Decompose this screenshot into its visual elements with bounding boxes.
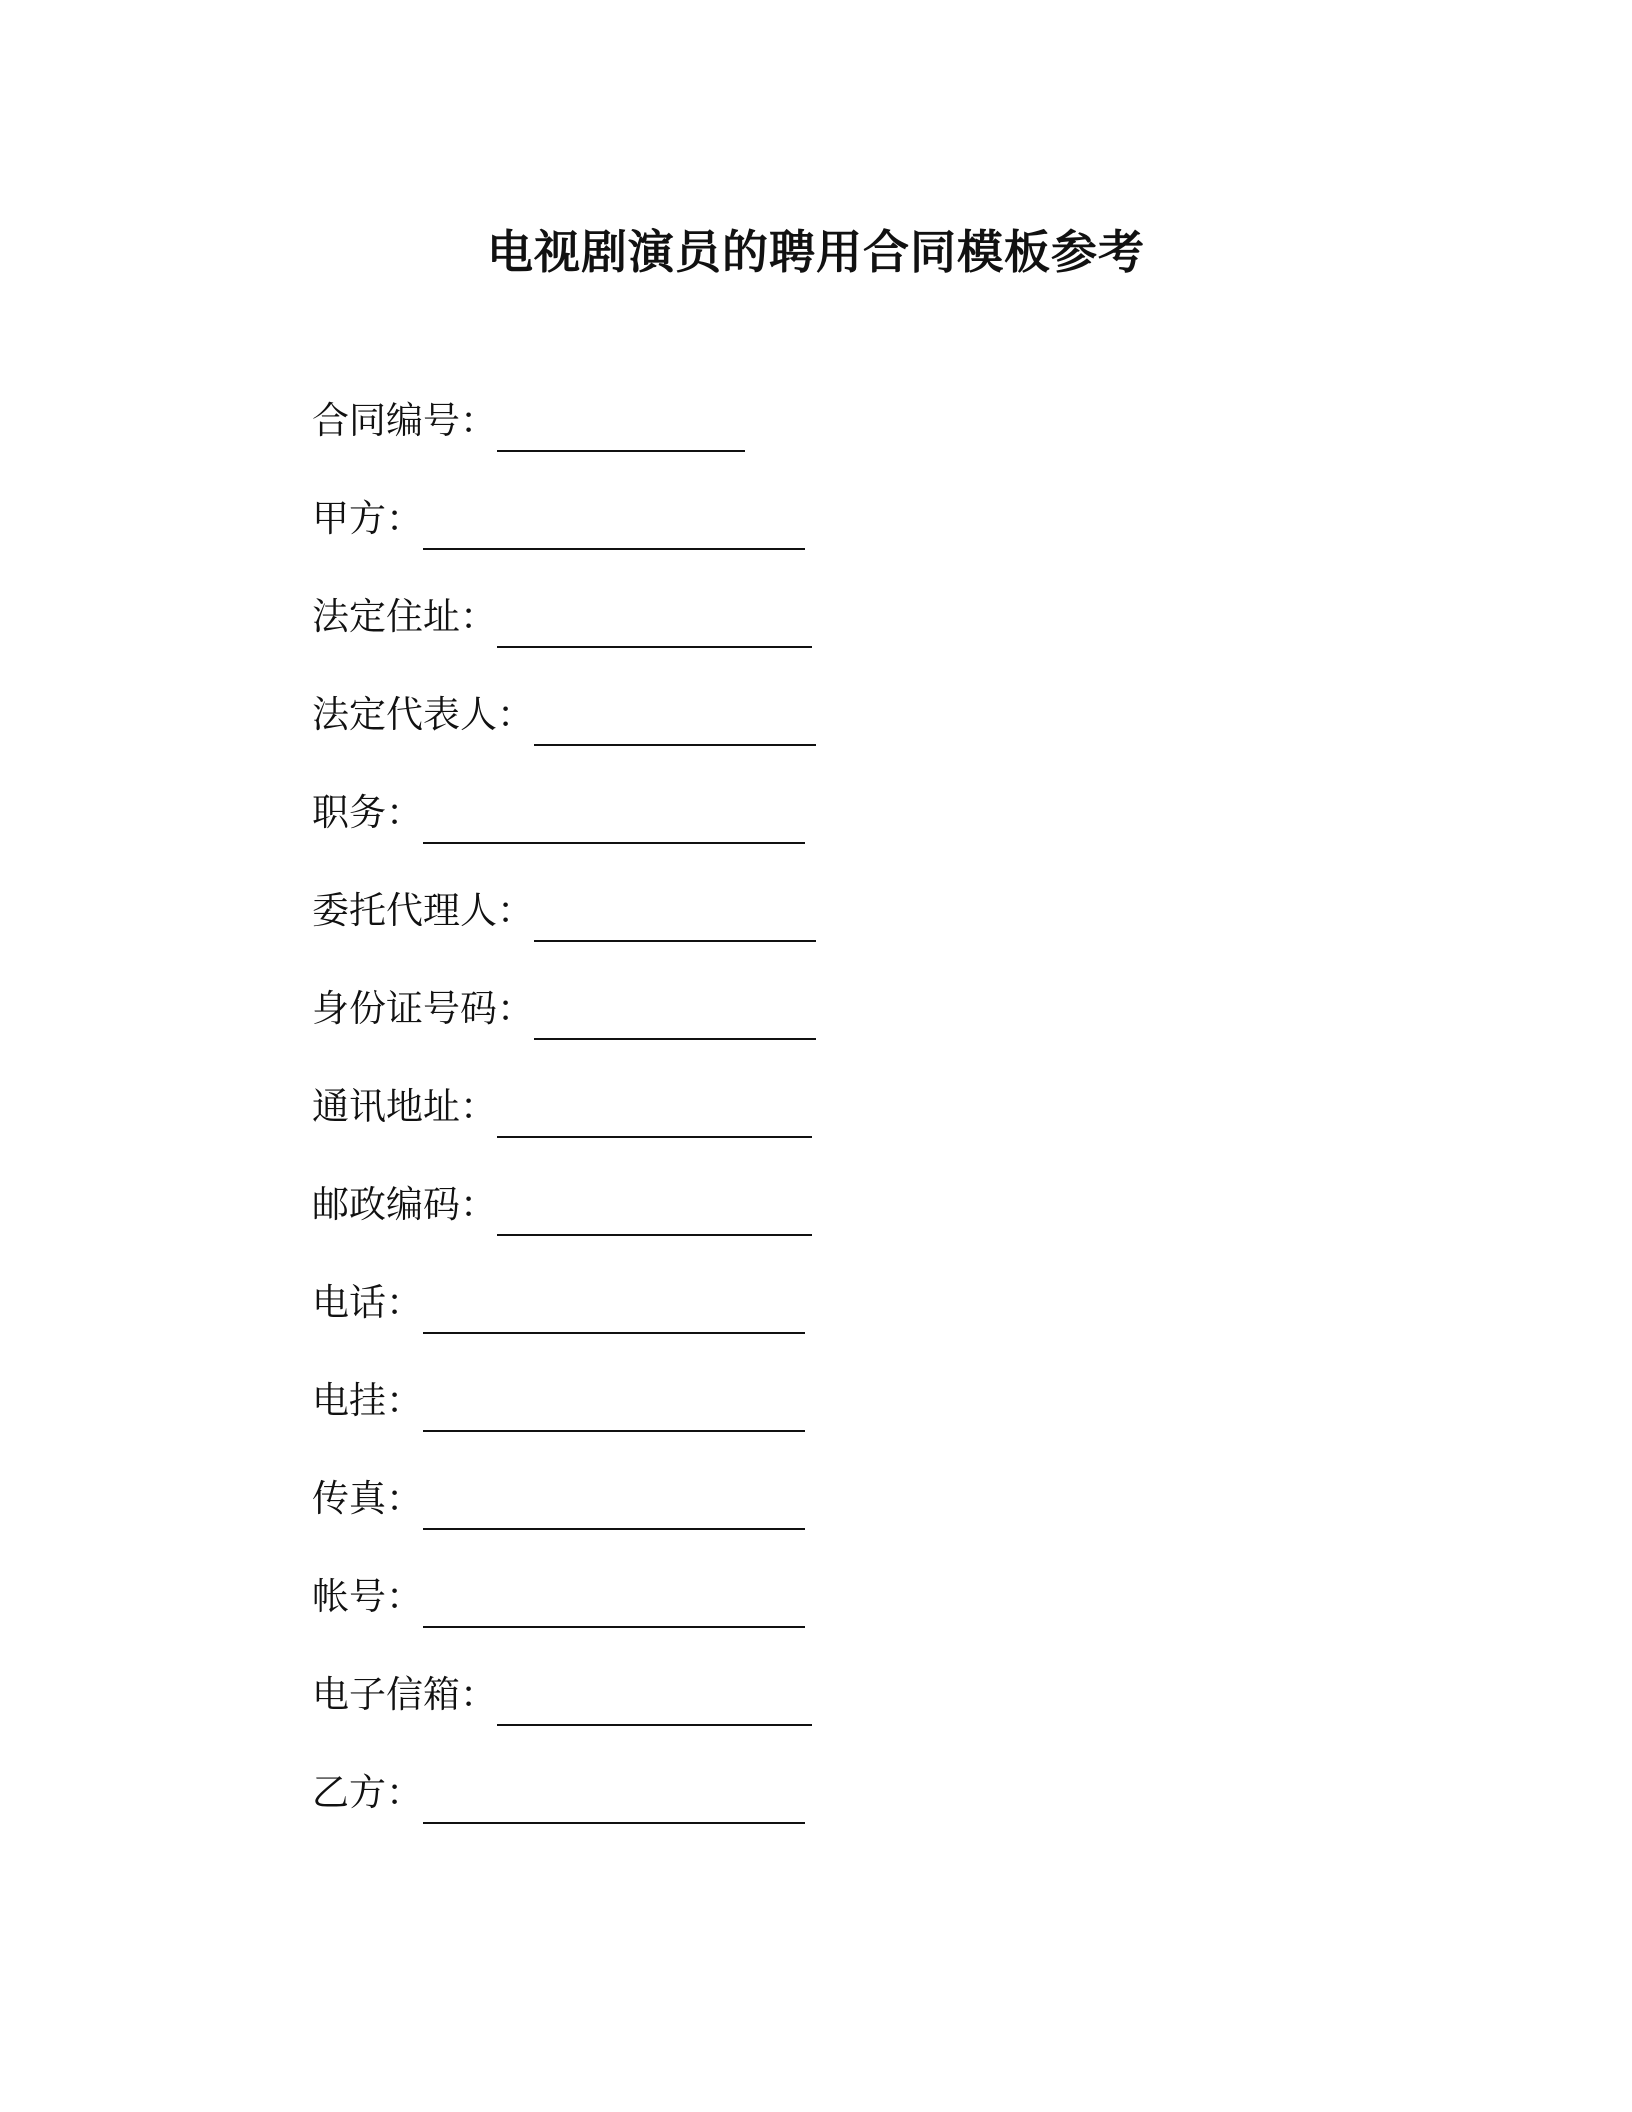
fill-in-blank[interactable] <box>497 646 812 648</box>
field-email <box>312 1670 812 1726</box>
fill-in-blank[interactable] <box>497 450 745 452</box>
fill-in-blank[interactable] <box>534 1038 816 1040</box>
field-account-number <box>312 1572 812 1628</box>
fill-in-blank[interactable] <box>497 1724 812 1726</box>
document-title: 电视剧演员的聘用合同模板参考 <box>487 225 1145 279</box>
field-fax <box>312 1474 812 1530</box>
fill-in-blank[interactable] <box>423 1626 805 1628</box>
field-label: 邮政编码： <box>312 1183 497 1226</box>
fill-in-blank[interactable] <box>423 1822 805 1824</box>
fill-in-blank[interactable] <box>423 548 805 550</box>
field-authorized-agent <box>312 886 822 942</box>
fill-in-blank[interactable] <box>534 744 816 746</box>
field-id-number <box>312 984 822 1040</box>
fill-in-blank[interactable] <box>497 1136 812 1138</box>
field-position <box>312 788 812 844</box>
field-label: 电话： <box>312 1281 423 1324</box>
field-label: 身份证号码： <box>312 987 534 1030</box>
fill-in-blank[interactable] <box>423 1332 805 1334</box>
field-legal-address <box>312 592 812 648</box>
fill-in-blank[interactable] <box>423 842 805 844</box>
field-legal-representative <box>312 690 822 746</box>
field-postal-code <box>312 1180 812 1236</box>
field-label: 法定代表人： <box>312 693 534 736</box>
fill-in-blank[interactable] <box>497 1234 812 1236</box>
field-label: 传真： <box>312 1477 423 1520</box>
field-label: 电挂： <box>312 1379 423 1422</box>
field-telegraph <box>312 1376 812 1432</box>
fill-in-blank[interactable] <box>423 1430 805 1432</box>
field-telephone <box>312 1278 812 1334</box>
field-party-b <box>312 1768 812 1824</box>
field-mailing-address <box>312 1082 812 1138</box>
field-label: 帐号： <box>312 1575 423 1618</box>
field-contract-number <box>312 396 752 452</box>
fill-in-blank[interactable] <box>534 940 816 942</box>
field-label: 合同编号： <box>312 399 497 442</box>
field-label: 乙方： <box>312 1771 423 1814</box>
field-label: 通讯地址： <box>312 1085 497 1128</box>
field-label: 法定住址： <box>312 595 497 638</box>
fill-in-blank[interactable] <box>423 1528 805 1530</box>
field-label: 电子信箱： <box>312 1673 497 1716</box>
field-label: 甲方： <box>312 497 423 540</box>
field-party-a <box>312 494 812 550</box>
field-label: 委托代理人： <box>312 889 534 932</box>
field-label: 职务： <box>312 791 423 834</box>
